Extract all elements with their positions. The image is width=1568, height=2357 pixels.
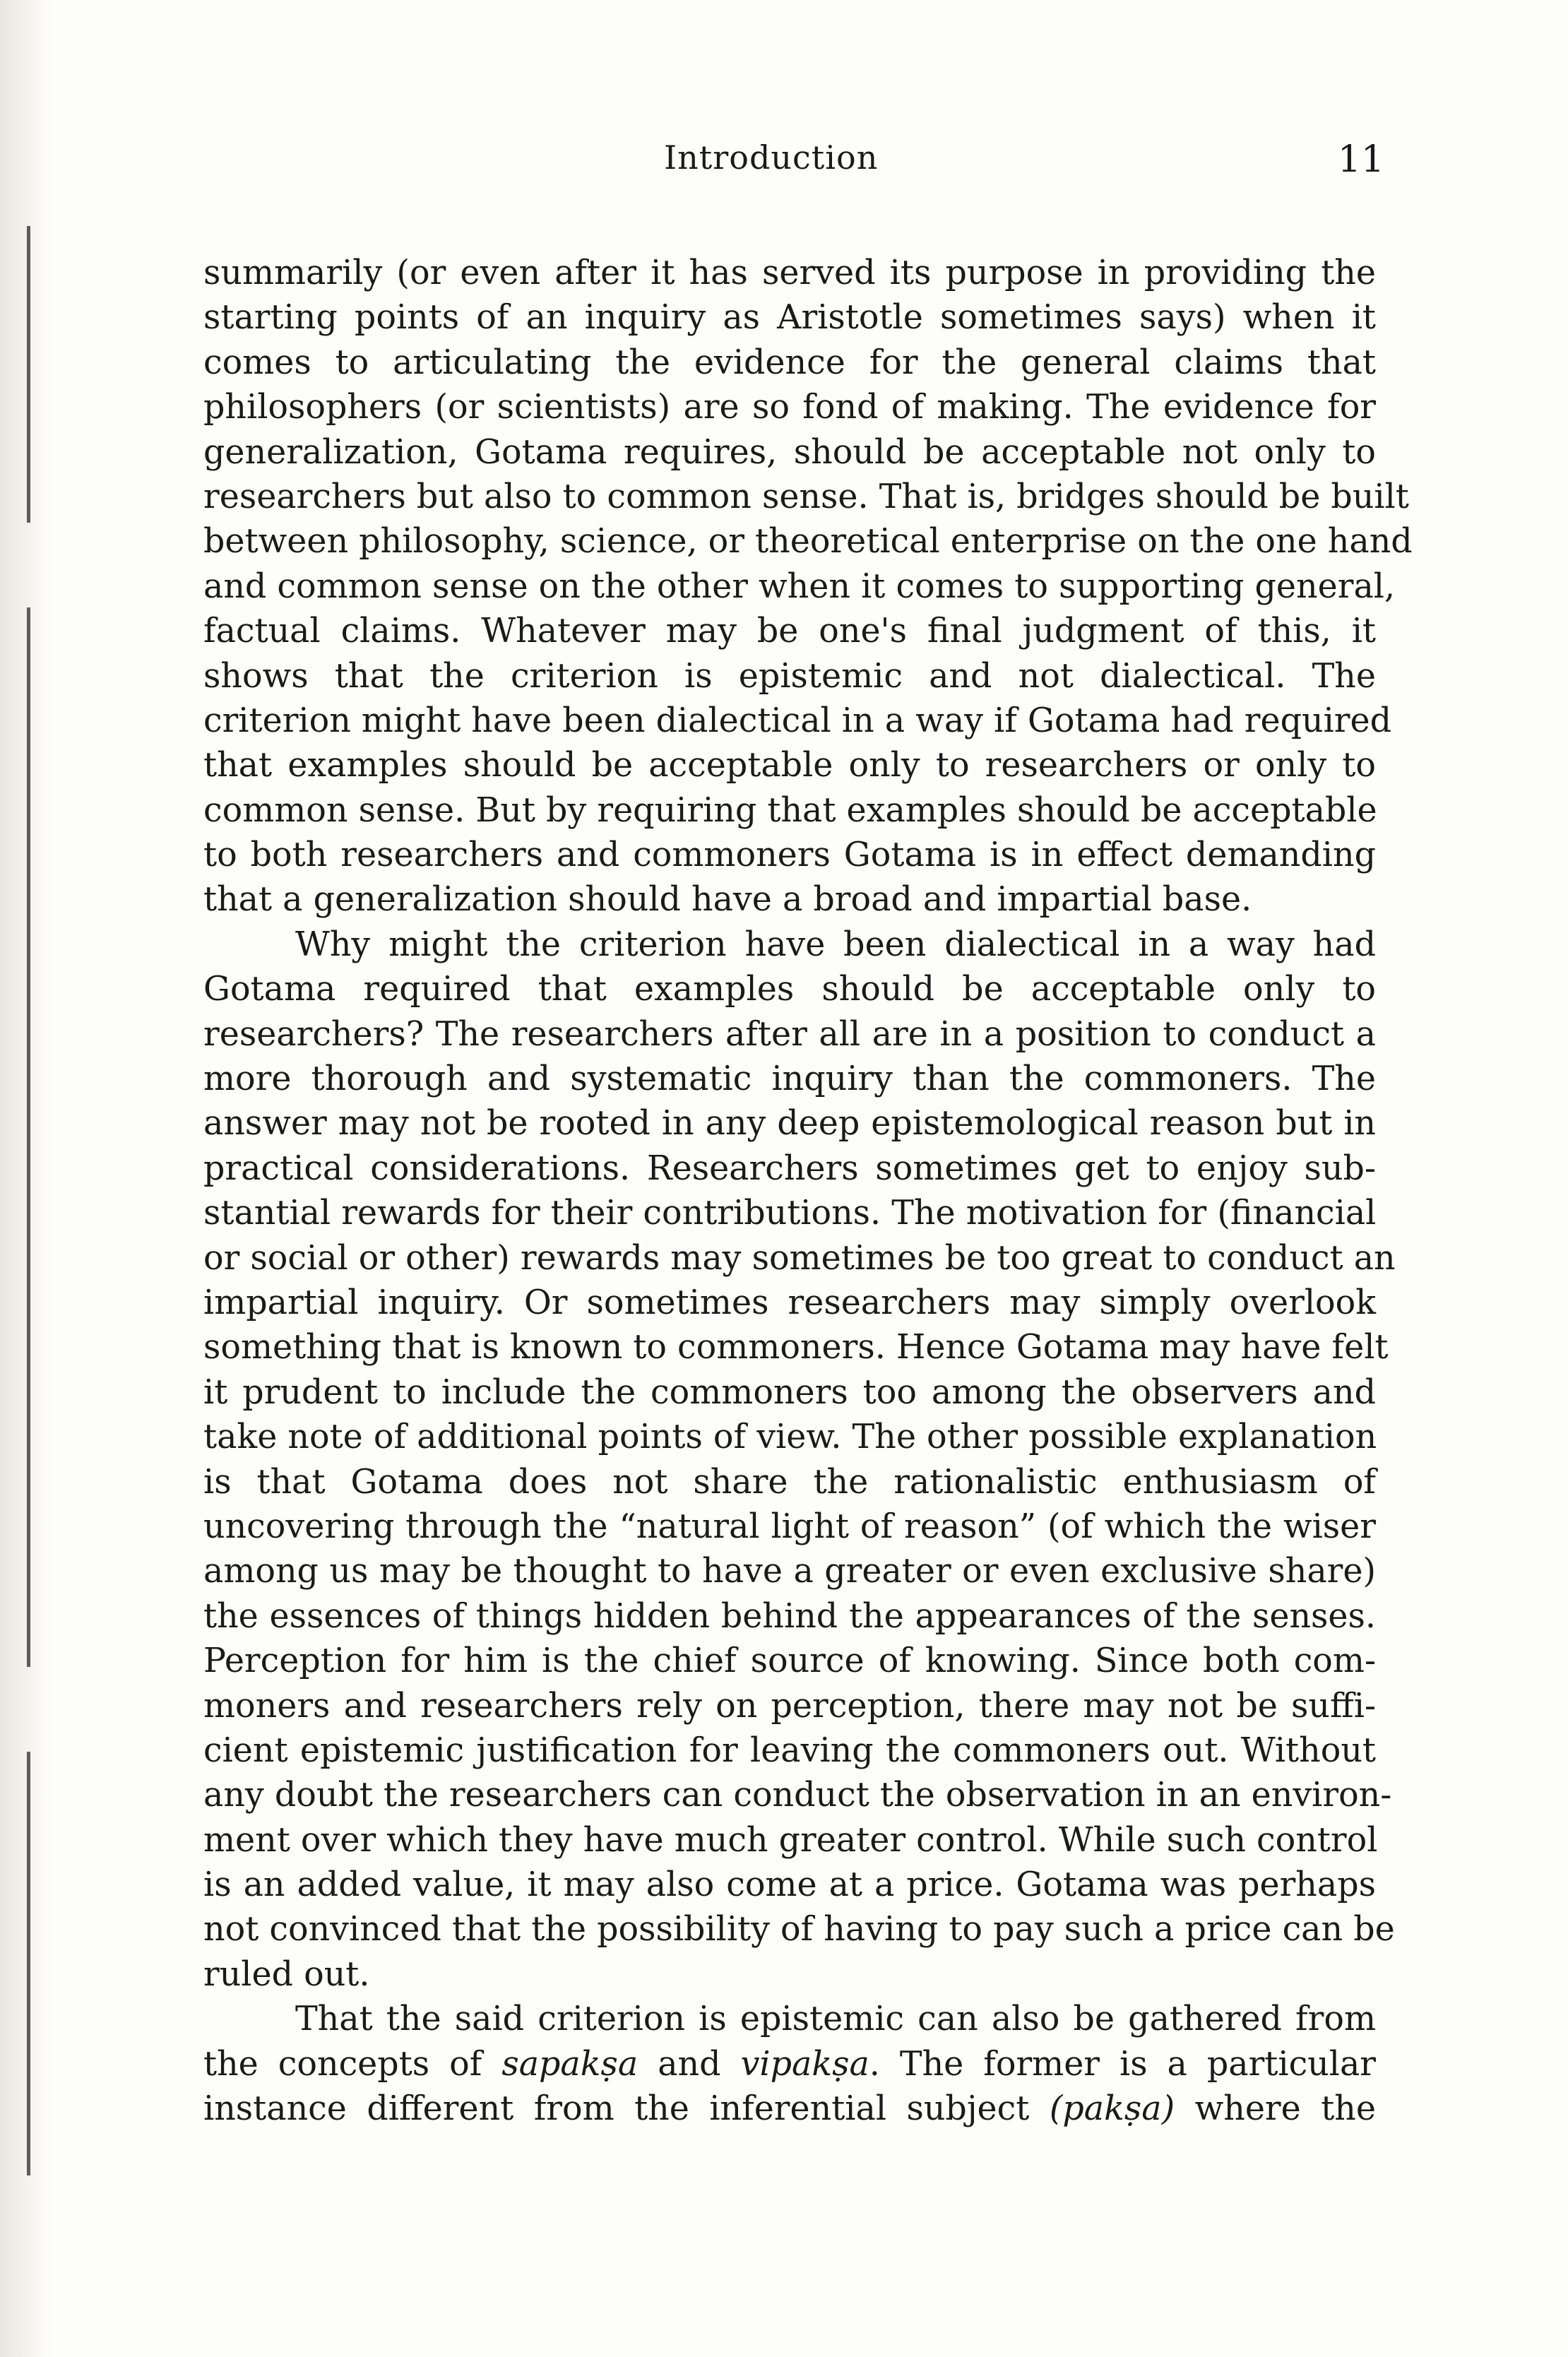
text-line: impartial inquiry. Or sometimes researchers may simply overlook (203, 1283, 1376, 1322)
text-line: is that Gotama does not share the rationalistic enthusiasm of (203, 1462, 1376, 1502)
text-line: Perception for him is the chief source of knowing. Since both com- (203, 1641, 1376, 1681)
term-sapaksa: sapakṣa (501, 2044, 639, 2084)
text-line: That the said criterion is epistemic can also be gathered from (295, 2000, 1376, 2039)
text-line: Why might the criterion have been dialectical in a way had (295, 925, 1376, 964)
scan-binding-mark (27, 226, 30, 523)
text-line: cient epistemic justification for leaving the commoners out. Without (203, 1730, 1376, 1770)
page-header (212, 138, 1384, 188)
text-line: that a generalization should have a broad and impartial base. (203, 880, 1252, 920)
body-text (203, 251, 1413, 2131)
text-run: the concepts of (203, 2044, 482, 2084)
text-run: and (658, 2044, 721, 2084)
text-run: . The former is a particular (869, 2044, 1376, 2084)
page-number: 11 (1337, 138, 1384, 181)
text-line: among us may be thought to have a greater or even exclusive share) (203, 1552, 1376, 1591)
text-line: it prudent to include the commoners too among the observers and (203, 1372, 1376, 1412)
scan-binding-mark (27, 1752, 30, 2175)
text-line: any doubt the researchers can conduct the observation in an environ- (203, 1776, 1392, 1815)
scan-edge-shadow (0, 0, 49, 2357)
text-line: or social or other) rewards may sometimes be too great to conduct an (203, 1238, 1396, 1278)
text-line: answer may not be rooted in any deep epistemological reason but in (203, 1104, 1376, 1144)
text-line: moners and researchers rely on perception, there may not be suffi- (203, 1686, 1376, 1726)
text-line: between philosophy, science, or theoretical enterprise on the one hand (203, 522, 1413, 562)
term-paksa: (pakṣa) (1049, 2089, 1175, 2129)
text-line: factual claims. Whatever may be one's final judgment of this, it (203, 612, 1376, 651)
term-vipaksa: vipakṣa (740, 2044, 869, 2084)
text-line: researchers? The researchers after all are in a position to conduct a (203, 1014, 1376, 1054)
text-line: comes to articulating the evidence for the general claims that (203, 343, 1376, 382)
text-line: Gotama required that examples should be acceptable only to (203, 970, 1376, 1009)
text-line: and common sense on the other when it comes to supporting general, (203, 566, 1396, 606)
text-line: take note of additional points of view. The other possible explanation (203, 1418, 1377, 1457)
text-line: shows that the criterion is epistemic and not dialectical. The (203, 656, 1376, 696)
text-line: philosophers (or scientists) are so fond of making. The evidence for (203, 388, 1376, 427)
text-line: ruled out. (203, 1954, 370, 1994)
text-run: instance different from the inferential subject (203, 2089, 1030, 2129)
text-line: generalization, Gotama requires, should be acceptable not only to (203, 432, 1376, 472)
running-head: Introduction (664, 138, 879, 177)
text-line: more thorough and systematic inquiry than the commoners. The (203, 1059, 1376, 1099)
text-run: where the (1194, 2089, 1376, 2129)
text-line: starting points of an inquiry as Aristotle sometimes says) when it (203, 298, 1376, 338)
text-line: practical considerations. Researchers sometimes get to enjoy sub- (203, 1148, 1376, 1188)
text-line: ment over which they have much greater control. While such control (203, 1820, 1378, 1860)
text-line: stantial rewards for their contributions. The motivation for (financial (203, 1194, 1377, 1233)
text-line: is an added value, it may also come at a price. Gotama was perhaps (203, 1865, 1376, 1905)
scan-binding-mark (27, 607, 30, 1667)
text-line: the essences of things hidden behind the appearances of the senses. (203, 1596, 1376, 1636)
text-line: that examples should be acceptable only to researchers or only to (203, 746, 1376, 785)
text-line: to both researchers and commoners Gotama is in effect demanding (203, 836, 1376, 875)
text-line: not convinced that the possibility of having to pay such a price can be (203, 1910, 1395, 1949)
text-line (203, 2086, 1376, 2131)
text-line: researchers but also to common sense. That is, bridges should be built (203, 477, 1409, 516)
text-line: common sense. But by requiring that examples should be acceptable (203, 790, 1377, 830)
text-line: criterion might have been dialectical in a way if Gotama had required (203, 701, 1392, 740)
text-line: summarily (or even after it has served its purpose in providing the (203, 254, 1376, 292)
text-line (203, 2042, 1376, 2086)
text-line: something that is known to commoners. Hence Gotama may have felt (203, 1328, 1389, 1367)
text-line: uncovering through the “natural light of reason” (of which the wiser (203, 1507, 1376, 1546)
